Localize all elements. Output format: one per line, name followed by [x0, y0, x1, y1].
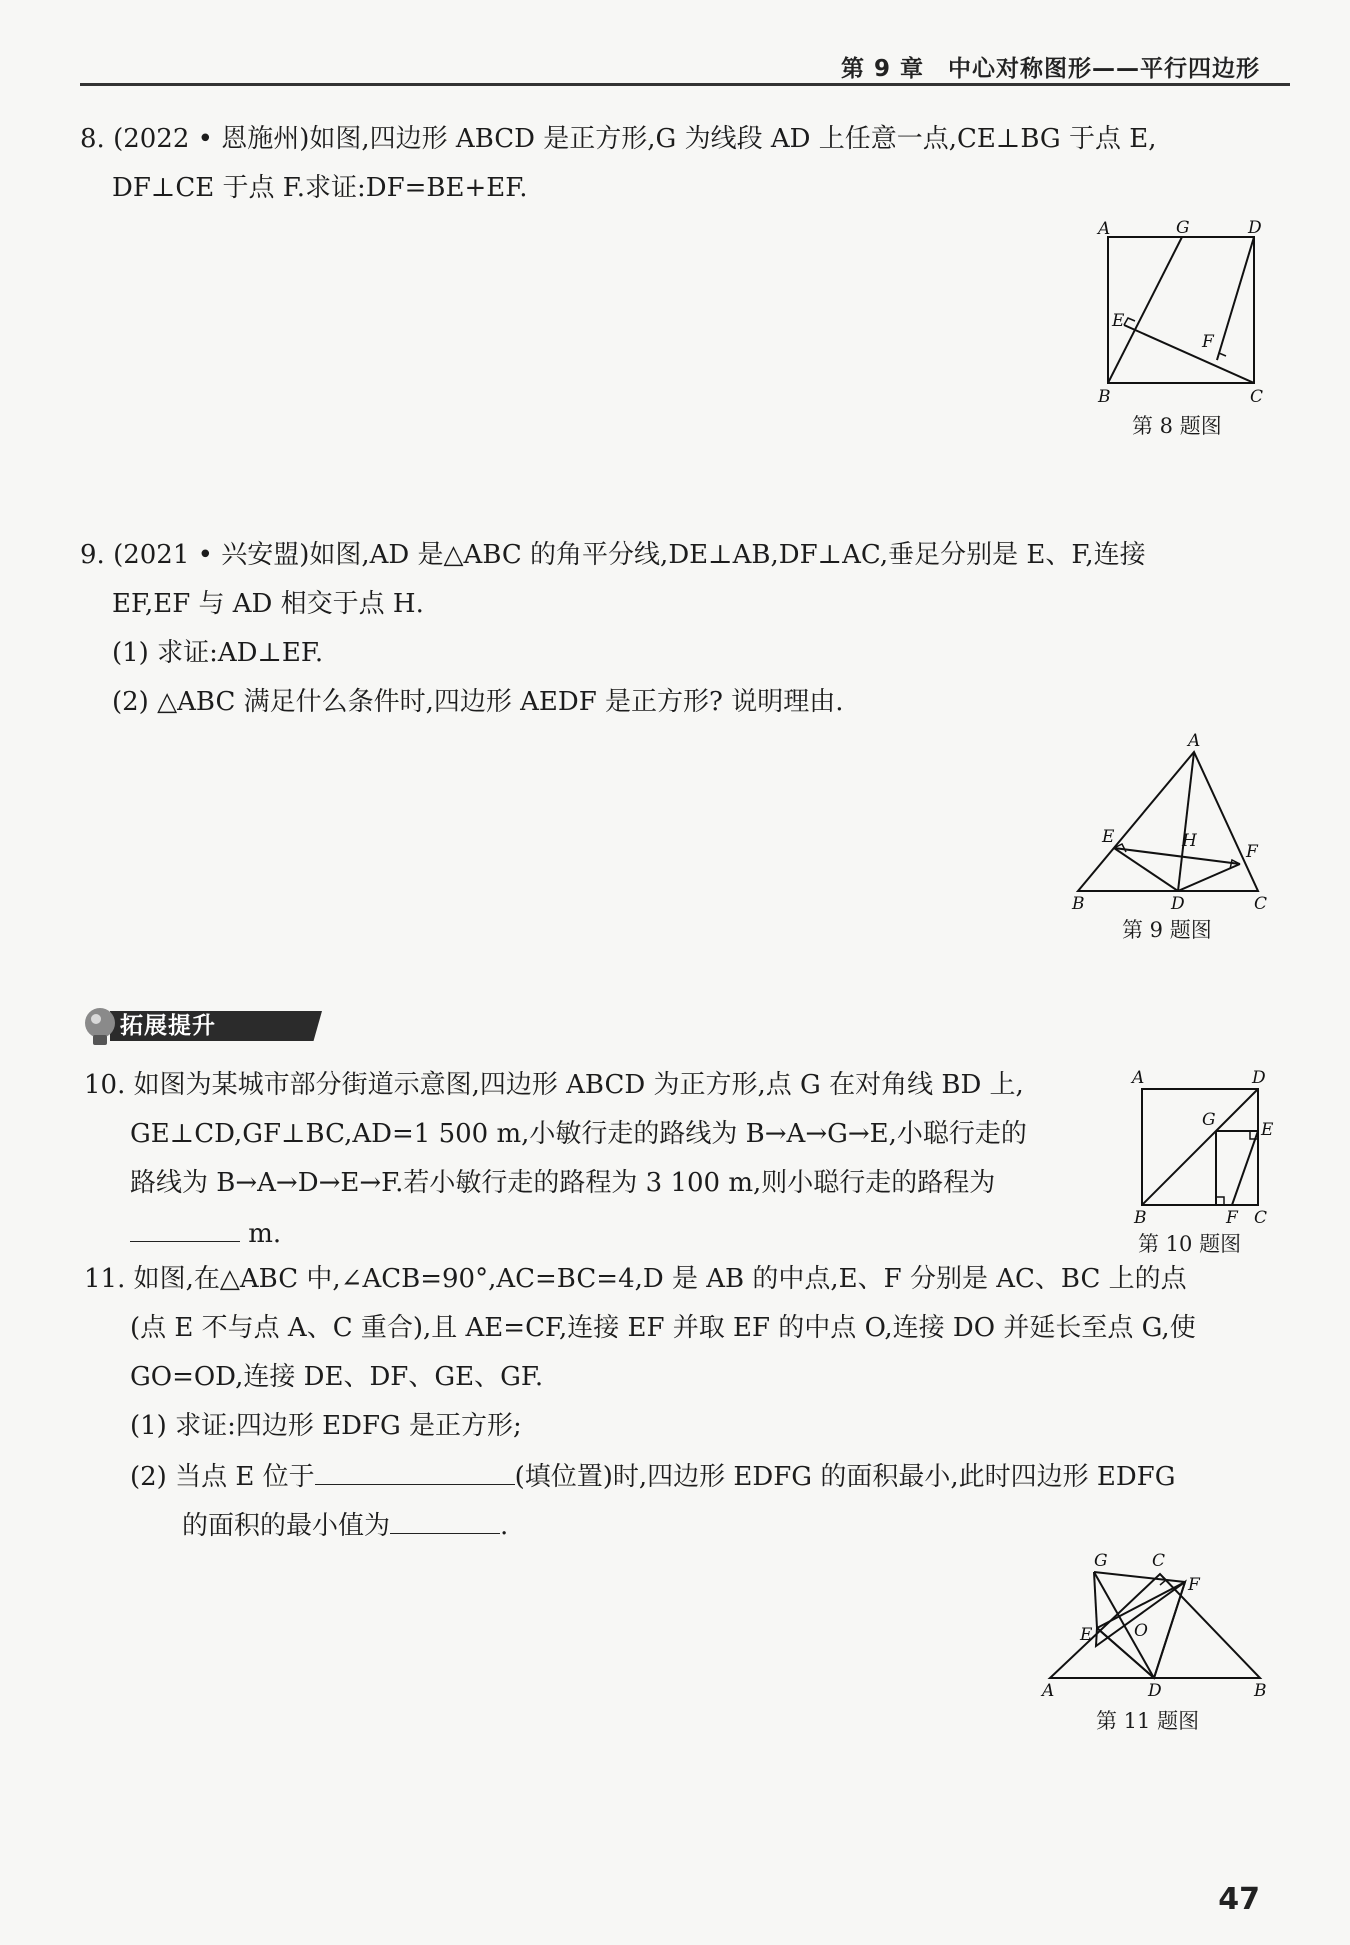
q9-diagram [1070, 730, 1270, 914]
section-title: 拓展提升 [120, 1013, 216, 1039]
q11-label-c: C [1152, 1551, 1166, 1571]
q10-label-g: G [1202, 1110, 1216, 1130]
header-rule [80, 83, 1290, 86]
section-badge [80, 1005, 250, 1045]
q10-label-e: E [1261, 1120, 1274, 1140]
q9-label-d: D [1171, 894, 1185, 914]
q10-diagram [1130, 1065, 1274, 1228]
q11-part2-a: (2) 当点 E 位于 [130, 1462, 315, 1492]
q11-position-blank[interactable] [315, 1458, 515, 1485]
q8-caption: 第 8 题图 [1132, 414, 1222, 438]
q10-label-b: B [1134, 1208, 1147, 1228]
q9-line2: EF,EF 与 AD 相交于点 H. [112, 589, 424, 619]
q11-part2-b: (填位置)时,四边形 EDFG 的面积最小,此时四边形 EDFG [514, 1462, 1176, 1492]
q8-line1: 8. (2022 • 恩施州)如图,四边形 ABCD 是正方形,G 为线段 AD 上任意一点,CE⊥BG 于点 E, [80, 124, 1157, 154]
q10-label-a: A [1132, 1068, 1145, 1088]
q11-line1: 11. 如图,在△ABC 中,∠ACB=90°,AC=BC=4,D 是 AB 的中点,E、F 分别是 AC、BC 上的点 [84, 1264, 1187, 1294]
q9-line1: 9. (2021 • 兴安盟)如图,AD 是△ABC 的角平分线,DE⊥AB,DF⊥AC,垂足分别是 E、F,连接 [80, 540, 1146, 570]
q11-label-f: F [1188, 1575, 1200, 1595]
q10-answer-blank[interactable] [130, 1215, 240, 1242]
q11-part2 [130, 1458, 1176, 1494]
q8-label-g: G [1176, 218, 1190, 238]
q8-label-a: A [1098, 219, 1111, 239]
q10-figure [1130, 1065, 1274, 1265]
q10-label-d: D [1252, 1068, 1266, 1088]
q9-part1: (1) 求证:AD⊥EF. [112, 638, 324, 668]
q9-part2: (2) △ABC 满足什么条件时,四边形 AEDF 是正方形? 说明理由. [112, 687, 844, 717]
q9-label-e: E [1102, 827, 1115, 847]
q11-part2-c: 的面积的最小值为 [182, 1511, 391, 1541]
q10-line4 [130, 1215, 281, 1251]
q9-label-h: H [1182, 831, 1197, 851]
q11-label-a: A [1042, 1681, 1055, 1701]
q9-label-c: C [1254, 894, 1268, 914]
q8-figure [1090, 220, 1270, 440]
q8-label-e: E [1112, 311, 1125, 331]
q8-label-c: C [1250, 387, 1264, 407]
q11-caption: 第 11 题图 [1096, 1709, 1200, 1733]
q9-label-a: A [1188, 731, 1201, 751]
q11-label-e: E [1080, 1625, 1093, 1645]
q11-label-g: G [1094, 1551, 1108, 1571]
q10-line1: 10. 如图为某城市部分街道示意图,四边形 ABCD 为正方形,点 G 在对角线 BD 上, [84, 1070, 1024, 1100]
q10-label-f: F [1226, 1208, 1238, 1228]
q11-label-o: O [1134, 1621, 1148, 1641]
page-number: 47 [1218, 1882, 1260, 1917]
q8-diagram [1090, 220, 1270, 420]
q10-unit: m. [248, 1219, 282, 1249]
lightbulb-icon [80, 1005, 120, 1049]
q11-part2-cont [182, 1507, 508, 1543]
q11-part1: (1) 求证:四边形 EDFG 是正方形; [130, 1411, 522, 1441]
chapter-title: 第 9 章 中心对称图形——平行四边形 [840, 56, 1260, 82]
q8-label-f: F [1202, 332, 1214, 352]
q11-line3: GO=OD,连接 DE、DF、GE、GF. [130, 1362, 544, 1392]
q11-figure [1040, 1550, 1270, 1740]
q8-line2: DF⊥CE 于点 F.求证:DF=BE+EF. [112, 173, 528, 203]
q11-line2: (点 E 不与点 A、C 重合),且 AE=CF,连接 EF 并取 EF 的中点 O,连接 DO 并延长至点 G,使 [130, 1313, 1196, 1343]
q11-part2-d: . [500, 1511, 509, 1541]
q11-label-d: D [1148, 1681, 1162, 1701]
q8-label-b: B [1098, 387, 1111, 407]
q9-caption: 第 9 题图 [1122, 918, 1212, 942]
q11-label-b: B [1254, 1681, 1267, 1701]
q9-label-f: F [1246, 842, 1258, 862]
q9-label-b: B [1072, 894, 1085, 914]
q9-figure [1070, 730, 1270, 940]
q10-line2: GE⊥CD,GF⊥BC,AD=1 500 m,小敏行走的路线为 B→A→G→E,小聪行走的 [130, 1119, 1027, 1149]
q10-label-c: C [1254, 1208, 1268, 1228]
q10-line3: 路线为 B→A→D→E→F.若小敏行走的路程为 3 100 m,则小聪行走的路程为 [130, 1168, 996, 1198]
page-header [0, 0, 1350, 86]
q11-min-area-blank[interactable] [390, 1507, 500, 1534]
q11-diagram [1040, 1550, 1270, 1700]
q10-caption: 第 10 题图 [1138, 1232, 1242, 1256]
q8-label-d: D [1248, 218, 1262, 238]
